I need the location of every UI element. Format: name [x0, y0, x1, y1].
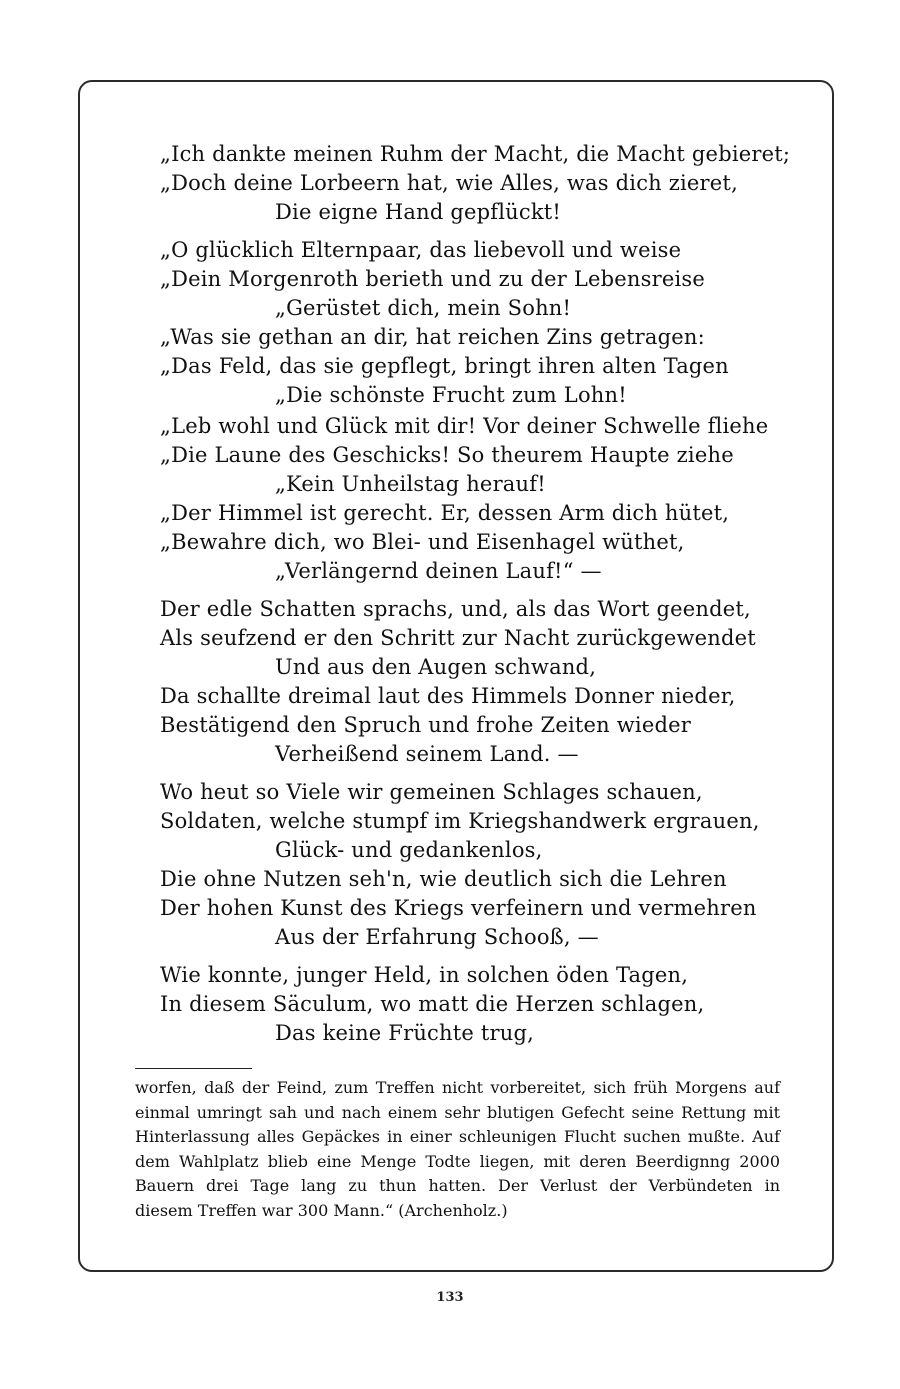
footnote-line: einmal umringt sah und nach einem sehr blutigen Gefecht seine Rettung mit [135, 1102, 780, 1122]
poem-line: „Der Himmel ist gerecht. Er, dessen Arm dich hütet, [160, 501, 730, 525]
poem-line: „Das Feld, das sie gepflegt, bringt ihren alten Tagen [160, 354, 729, 378]
poem-line: Die ohne Nutzen seh'n, wie deutlich sich die Lehren [160, 867, 727, 891]
poem-line: Als seufzend er den Schritt zur Nacht zurückgewendet [160, 626, 756, 650]
poem-line: „Was sie gethan an dir, hat reichen Zins getragen: [160, 325, 705, 349]
poem-line: Wo heut so Viele wir gemeinen Schlages schauen, [160, 780, 703, 804]
poem-line: Bestätigend den Spruch und frohe Zeiten wieder [160, 713, 691, 737]
poem-line: Die eigne Hand gepflückt! [275, 200, 562, 224]
poem-line: Soldaten, welche stumpf im Kriegshandwerk ergrauen, [160, 809, 760, 833]
poem-line: „Die Laune des Geschicks! So theurem Haupte ziehe [160, 443, 734, 467]
poem-line: Verheißend seinem Land. — [275, 742, 579, 766]
poem-line: Das keine Früchte trug, [275, 1021, 534, 1045]
poem-line: In diesem Säculum, wo matt die Herzen schlagen, [160, 992, 705, 1016]
stanza [160, 236, 800, 410]
stanza [160, 140, 800, 227]
poem-line: „Ich dankte meinen Ruhm der Macht, die Macht gebieret; [160, 142, 791, 166]
poem-line: „Verlängernd deinen Lauf!“ — [275, 559, 602, 583]
poem-line: Der edle Schatten sprachs, und, als das Wort geendet, [160, 597, 751, 621]
poem-line: „Dein Morgenroth berieth und zu der Lebensreise [160, 267, 706, 291]
footnote-line: dem Wahlplatz blieb eine Menge Todte liegen, mit deren Beerdignng 2000 [135, 1151, 780, 1171]
page-number: 133 [436, 1290, 464, 1305]
poem-line: Glück- und gedankenlos, [275, 838, 543, 862]
poem-line: Aus der Erfahrung Schooß, — [275, 925, 599, 949]
poem-line: „Kein Unheilstag herauf! [275, 472, 546, 496]
footnote-line: Bauern drei Tage lang zu thun hatten. Der Verlust der Verbündeten in [135, 1176, 780, 1195]
poem-line: „Die schönste Frucht zum Lohn! [275, 383, 627, 407]
stanza [160, 778, 800, 952]
poem-line: „Bewahre dich, wo Blei- und Eisenhagel wüthet, [160, 530, 685, 554]
footnote-line: diesem Treffen war 300 Mann.“ (Archenholz.) [135, 1200, 508, 1220]
poem-line: Der hohen Kunst des Kriegs verfeinern und vermehren [160, 896, 757, 920]
poem-line: „Doch deine Lorbeern hat, wie Alles, was dich zieret, [160, 171, 738, 195]
poem-line: Da schallte dreimal laut des Himmels Donner nieder, [160, 684, 736, 708]
stanza [160, 961, 800, 1048]
poem-line: „Leb wohl und Glück mit dir! Vor deiner Schwelle fliehe [160, 414, 769, 438]
footnote-separator [135, 1068, 252, 1069]
footnote [135, 1076, 780, 1223]
poem-line: „Gerüstet dich, mein Sohn! [275, 296, 572, 320]
poem-line: Und aus den Augen schwand, [275, 655, 597, 679]
footnote-line: Hinterlassung alles Gepäckes in einer schleunigen Flucht suchen mußte. Auf [135, 1127, 780, 1146]
footnote-line: worfen, daß der Feind, zum Treffen nicht vorbereitet, sich früh Morgens auf [135, 1078, 780, 1097]
poem-line: „O glücklich Elternpaar, das liebevoll und weise [160, 238, 682, 262]
poem-body [160, 140, 800, 1057]
stanza [160, 595, 800, 769]
poem-line: Wie konnte, junger Held, in solchen öden Tagen, [160, 963, 689, 987]
stanza [160, 412, 800, 586]
